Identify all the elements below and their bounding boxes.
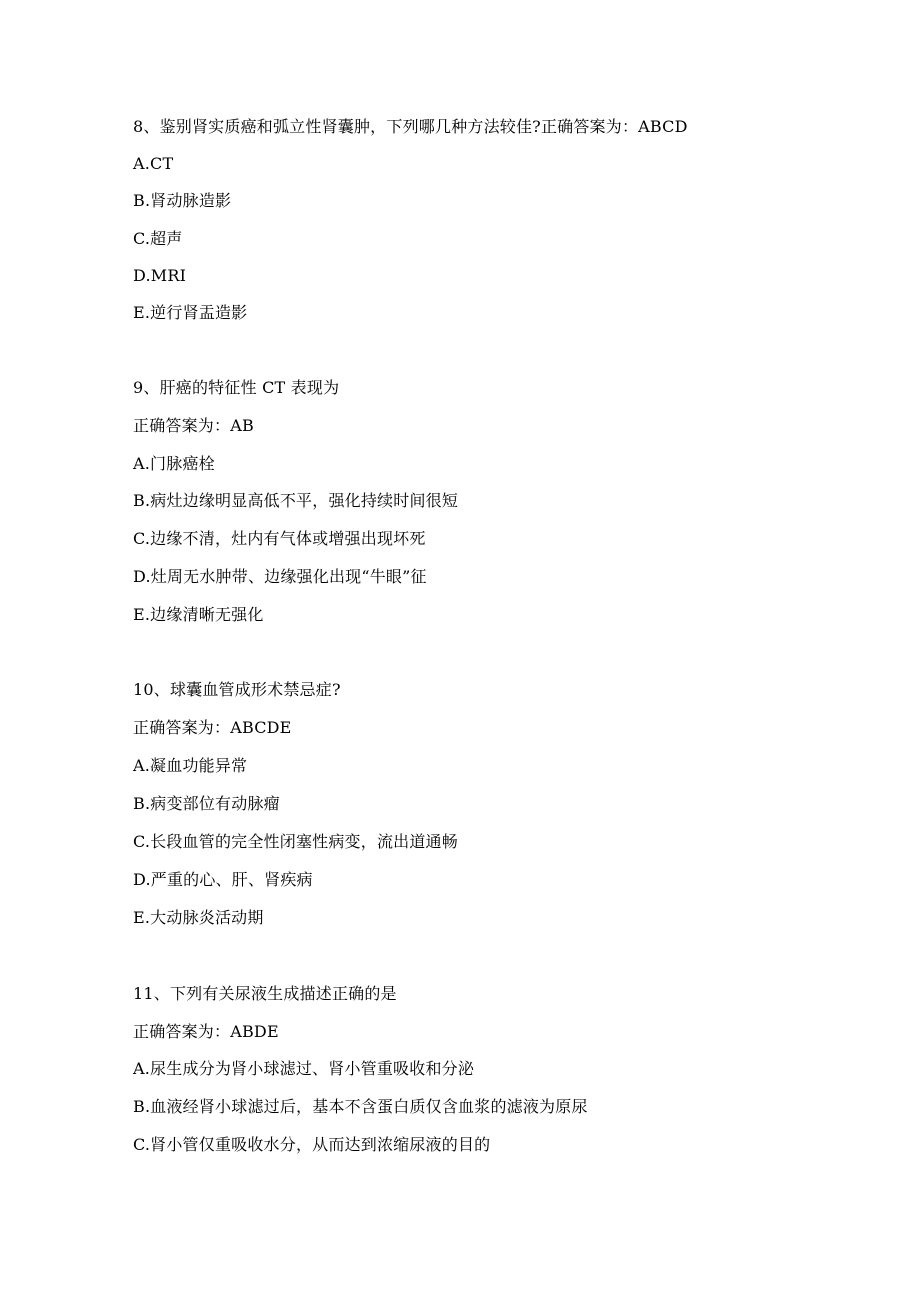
question-9-option-e: E.边缘清晰无强化 <box>133 605 264 624</box>
question-11-answer: 正确答案为：ABDE <box>133 1022 279 1041</box>
question-11-stem: 11、下列有关尿液生成描述正确的是 <box>133 984 397 1003</box>
question-9-option-d: D.灶周无水肿带、边缘强化出现“牛眼”征 <box>133 567 427 586</box>
question-8-option-d: D.MRI <box>133 266 187 285</box>
question-8-option-e: E.逆行肾盂造影 <box>133 303 248 322</box>
question-10-option-d: D.严重的心、肝、肾疾病 <box>133 870 313 889</box>
question-8-option-a: A.CT <box>133 154 174 173</box>
question-8-stem: 8、鉴别肾实质癌和弧立性肾囊肿，下列哪几种方法较佳?正确答案为：ABCD <box>133 117 688 136</box>
question-9-option-c: C.边缘不清，灶内有气体或增强出现坏死 <box>133 529 426 548</box>
question-11-option-a: A.尿生成分为肾小球滤过、肾小管重吸收和分泌 <box>133 1059 475 1078</box>
question-10-option-c: C.长段血管的完全性闭塞性病变，流出道通畅 <box>133 832 458 851</box>
question-8-option-c: C.超声 <box>133 229 183 248</box>
question-9-option-b: B.病灶边缘明显高低不平，强化持续时间很短 <box>133 491 459 510</box>
question-9-answer: 正确答案为：AB <box>133 416 254 435</box>
question-8-option-b: B.肾动脉造影 <box>133 191 232 210</box>
question-9-stem: 9、肝癌的特征性 CT 表现为 <box>133 378 340 397</box>
question-11-option-c: C.肾小管仅重吸收水分，从而达到浓缩尿液的目的 <box>133 1135 491 1154</box>
question-9-option-a: A.门脉癌栓 <box>133 454 215 473</box>
question-10-option-a: A.凝血功能异常 <box>133 756 248 775</box>
question-10-stem: 10、球囊血管成形术禁忌症? <box>133 680 341 699</box>
question-10-option-e: E.大动脉炎活动期 <box>133 908 264 927</box>
question-10-option-b: B.病变部位有动脉瘤 <box>133 794 280 813</box>
question-11-option-b: B.血液经肾小球滤过后，基本不含蛋白质仅含血浆的滤液为原尿 <box>133 1097 588 1116</box>
question-10-answer: 正确答案为：ABCDE <box>133 718 292 737</box>
